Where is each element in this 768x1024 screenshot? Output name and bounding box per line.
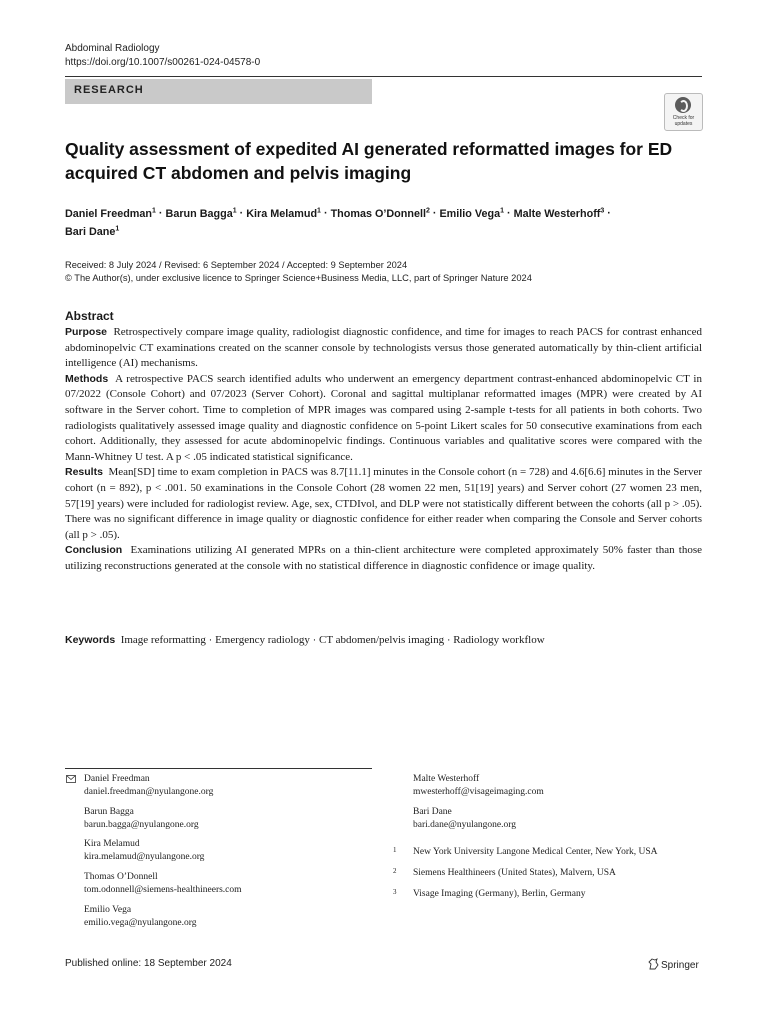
abstract-purpose: Purpose Retrospectively compare image quality, radiologist diagnostic confidence, and time for images to reach PACS for contrast enhanced abdominopelvic CT examinations created on the scanner console by technologists versus those generated automatically by thin-client artificial intelligence (AI) mechanisms. — [65, 326, 703, 370]
journal-name: Abdominal Radiology — [65, 43, 160, 54]
section-banner — [65, 79, 372, 104]
affiliation: 2 Siemens Healthineers (United States), Malvern, USA — [393, 867, 616, 878]
author[interactable]: Barun Bagga$^1$ — [165, 207, 237, 220]
history-dates: Received: 8 July 2024 / Revised: 6 September 2024 / Accepted: 9 September 2024 — [65, 260, 408, 270]
email-link[interactable]: bari.dane@nyulangone.org — [413, 820, 517, 830]
section-label: RESEARCH — [74, 84, 144, 96]
abstract-heading: Abstract — [65, 309, 114, 323]
author[interactable]: Daniel Freedman$^1$ — [65, 207, 156, 220]
keyword: Image reformatting — [120, 634, 206, 646]
crossmark-icon — [675, 97, 691, 113]
keyword: Radiology workflow — [453, 634, 545, 646]
author-list: Daniel Freedman$^1$ · Barun Bagga$^1$ · Kira Melamud$^1$ · Thomas O’Donnell$^2$ · Emilio Vega$^1$ · Malte Westerhoff$^3$ · Bari Dane$^1$ — [65, 207, 611, 239]
keywords-label: Keywords — [65, 634, 116, 646]
affiliation: 3 Visage Imaging (Germany), Berlin, Germany — [393, 888, 586, 899]
keyword: Emergency radiology — [215, 634, 310, 646]
affiliation: 1 New York University Langone Medical Center, New York, USA — [393, 846, 658, 857]
email-link[interactable]: barun.bagga@nyulangone.org — [84, 820, 199, 830]
envelope-icon — [66, 775, 76, 783]
abstract-body — [65, 325, 702, 575]
author[interactable]: Bari Dane$^1$ — [65, 225, 120, 239]
email-link[interactable]: emilio.vega@nyulangone.org — [84, 918, 197, 928]
contact-entry: Kira Melamud kira.melamud@nyulangone.org — [84, 839, 205, 862]
contact-entry: Daniel Freedman daniel.freedman@nyulangone.org — [84, 774, 214, 797]
abstract-results: Results Mean[SD] time to exam completion in PACS was 8.7[11.1] minutes in the Console cohort (n = 728) and 4.6[6.6] minutes in the Server cohort (n = 892), p < .001. 50 examinations in the Console Cohort (28 women 22 men, 51[19] years) and Server cohort (27 women 23 men, 57[19] years) were included for radiologist review. Age, sex, CTDIvol, and DLP were not statistically different between the cohorts (all p > .05). There was no significant difference in image quality or diagnostic confidence for either reader when comparing the Console and Server cohorts (all p > .05). — [65, 466, 702, 541]
contact-entry: Malte Westerhoff mwesterhoff@visageimaging.com — [413, 774, 544, 797]
journal-header — [65, 42, 260, 70]
email-link[interactable]: kira.melamud@nyulangone.org — [84, 852, 205, 862]
affiliation-list — [393, 846, 693, 909]
copyright-notice: © The Author(s), under exclusive licence to Springer Science+Business Media, LLC, part of Springer Nature 2024 — [65, 273, 532, 283]
article-history — [65, 259, 532, 285]
email-link[interactable]: mwesterhoff@visageimaging.com — [413, 787, 544, 797]
author[interactable]: Thomas O’Donnell$^2$ — [330, 207, 430, 220]
publisher-logo — [648, 958, 699, 971]
email-link[interactable]: daniel.freedman@nyulangone.org — [84, 787, 214, 797]
keywords: Keywords Image reformatting · Emergency radiology · CT abdomen/pelvis imaging · Radiology workflow — [65, 634, 545, 646]
check-for-updates-badge[interactable] — [664, 93, 703, 131]
keyword: CT abdomen/pelvis imaging — [319, 634, 445, 646]
author[interactable]: Malte Westerhoff$^3$ — [513, 207, 605, 220]
publisher-name: Springer — [661, 960, 699, 971]
contact-entry: Barun Bagga barun.bagga@nyulangone.org — [84, 807, 199, 830]
author[interactable]: Kira Melamud$^1$ — [246, 207, 321, 220]
doi-link[interactable]: https://doi.org/10.1007/s00261-024-04578-0 — [65, 57, 261, 68]
contact-entry: Emilio Vega emilio.vega@nyulangone.org — [84, 905, 197, 928]
author[interactable]: Emilio Vega$^1$ — [439, 207, 504, 220]
header-rule — [65, 76, 702, 77]
abstract-methods: Methods A retrospective PACS search identified adults who underwent an emergency department contrast-enhanced abdominopelvic CT in 07/2022 (Console Cohort) and 07/2023 (Server Cohort). Coronal and sagittal multiplanar reformatted images (MPR) were created by AI software in the Server cohort. Time to completion of MPR images was compared using 2-sample t-tests for all patients in both cohorts. Two radiologists qualitatively assessed image quality and diagnostic confidence on 5-point Likert scales for 50 consecutive examinations from each cohort. Additionally, they assessed for acute abdominopelvic findings. Continuous variables and qualitative scores were compared with the Mann-Whitney U test. A p < .05 indicated statistical significance. — [65, 372, 702, 463]
abstract-conclusion: Conclusion Examinations utilizing AI generated MPRs on a thin-client architecture were completed approximately 50% faster than those utilizing reconstructions generated at the console with no statistical difference in diagnostic confidence or image quality. — [65, 544, 703, 572]
email-link[interactable]: tom.odonnell@siemens-healthineers.com — [84, 885, 242, 895]
contact-entry: Thomas O’Donnell tom.odonnell@siemens-healthineers.com — [84, 872, 242, 895]
footnote-rule — [65, 768, 372, 769]
article-title: Quality assessment of expedited AI generated reformatted images for ED acquired CT abdomen and pelvis imaging — [65, 139, 673, 183]
springer-horse-icon — [648, 958, 659, 970]
published-date: Published online: 18 September 2024 — [65, 958, 232, 969]
contact-entry: Bari Dane bari.dane@nyulangone.org — [413, 807, 517, 830]
check-updates-label: Check for updates — [672, 115, 695, 127]
